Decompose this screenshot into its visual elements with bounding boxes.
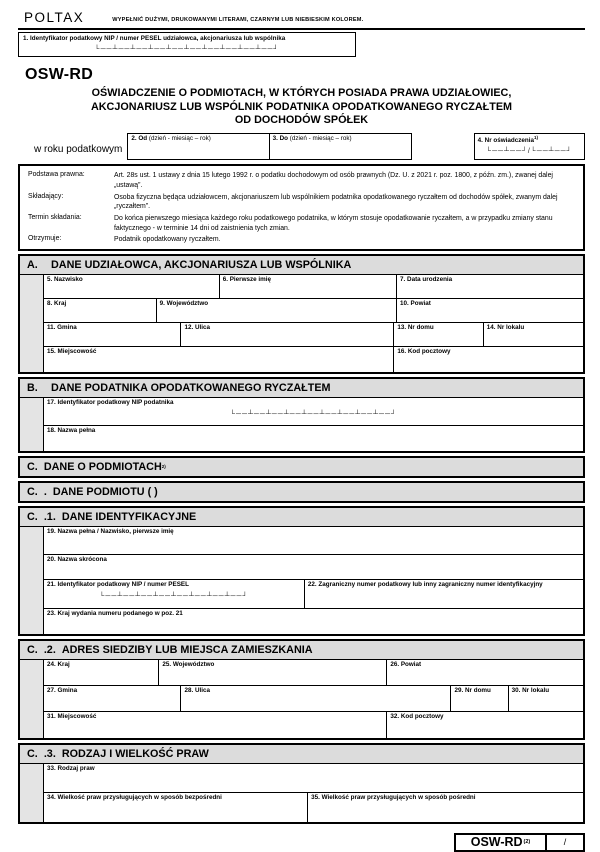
field-4-statement-number[interactable] (474, 133, 585, 160)
legal-row-label: Termin składania: (28, 213, 82, 221)
nip-entry-line[interactable]: └──┴──┴──┴──┴──┴──┴──┴──┴──┘ (230, 410, 397, 418)
poltax-logo: POLTAX (24, 10, 85, 25)
legal-row-label: Składający: (28, 192, 64, 200)
form-code-box (454, 833, 585, 852)
field-32-kod-pocztowy[interactable]: 32. Kod pocztowy (387, 712, 583, 738)
footnote-marker: 1) (534, 135, 539, 141)
field-33-rodzaj-praw[interactable]: 33. Rodzaj praw (44, 764, 583, 793)
section-number: .1. (43, 510, 56, 523)
legal-basis-box (18, 164, 585, 251)
section-title: RODZAJ I WIELKOŚĆ PRAW (61, 747, 209, 760)
section-c3 (18, 743, 585, 824)
section-c1-header (20, 508, 583, 526)
section-letter: C. (27, 460, 38, 473)
version-subscript: (2) (523, 839, 531, 846)
field-22-zagraniczny-numer[interactable]: 22. Zagraniczny numer podatkowy lub inny zagraniczny numer identyfikacyjny (305, 580, 583, 609)
section-c1 (18, 506, 585, 636)
field-14-nr-lokalu[interactable]: 14. Nr lokalu (484, 323, 583, 347)
nip-entry-line[interactable]: └──┴──┴──┴──┴──┴──┴──┴──┘ (99, 592, 249, 600)
section-letter: C. (27, 643, 38, 656)
legal-row-label: Otrzymuje: (28, 235, 62, 243)
field-6-pierwsze-imie[interactable]: 6. Pierwsze imię (220, 275, 397, 299)
section-gutter (20, 764, 44, 822)
field-label: 4. Nr oświadczenia (477, 137, 534, 145)
field-26-powiat[interactable]: 26. Powiat (387, 660, 583, 686)
section-letter: A. (27, 258, 38, 271)
legal-row-text: Art. 28s ust. 1 ustawy z dnia 15 lutego 1992 r. o podatku dochodowym od osób prawnych (Dz. U. z 2021 r. poz. 1800, z późn. zm.), zwanej dalej „ustawą”. (114, 172, 553, 189)
field-34-wielkosc-praw-bezposrednich[interactable]: 34. Wielkość praw przysługujących w sposób bezpośredni (44, 793, 308, 822)
legal-row-label: Podstawa prawna: (28, 171, 85, 179)
section-b-header (20, 379, 583, 397)
field-29-nr-domu[interactable]: 29. Nr domu (451, 686, 508, 712)
section-title: DANE UDZIAŁOWCA, AKCJONARIUSZA LUB WSPÓLNIKA (51, 258, 352, 271)
section-gutter (20, 660, 44, 738)
title-line-1: OŚWIADCZENIE O PODMIOTACH, W KTÓRYCH POSIADA PRAWA UDZIAŁOWIEC, (91, 86, 512, 99)
legal-row-text: Podatnik opodatkowany ryczałtem. (114, 236, 221, 244)
legal-row (20, 171, 583, 190)
field-label: 2. Od (131, 135, 148, 143)
field-27-gmina[interactable]: 27. Gmina (44, 686, 181, 712)
field-17-nip-podatnika[interactable]: 17. Identyfikator podatkowy NIP podatnika └──┴──┴──┴──┴──┴──┴──┴──┴──┘ (44, 398, 583, 426)
field-8-kraj[interactable]: 8. Kraj (44, 299, 157, 323)
field-9-wojewodztwo[interactable]: 9. Województwo (157, 299, 397, 323)
tax-year-row (18, 133, 585, 160)
section-title: DANE PODMIOTU ( ) (52, 485, 158, 498)
field-7-data-urodzenia[interactable]: 7. Data urodzenia (397, 275, 583, 299)
field-21-nip-pesel[interactable]: 21. Identyfikator podatkowy NIP / numer PESEL └──┴──┴──┴──┴──┴──┴──┴──┘ (44, 580, 305, 609)
statement-number-entry-line[interactable]: └──┴──┘/└──┴──┘ (486, 148, 573, 156)
section-title: DANE O PODMIOTACH (43, 460, 162, 473)
legal-row (20, 193, 583, 212)
field-13-nr-domu[interactable]: 13. Nr domu (394, 323, 483, 347)
section-c3-fields (20, 763, 583, 822)
section-a (18, 254, 585, 374)
form-title (18, 87, 585, 128)
field-11-gmina[interactable]: 11. Gmina (44, 323, 181, 347)
section-title: DANE PODATNIKA OPODATKOWANEGO RYCZAŁTEM (51, 381, 331, 394)
field-3-date-to[interactable] (270, 133, 412, 160)
legal-row-text: Osoba fizyczna będąca udziałowcem, akcjonariuszem lub wspólnikiem podatnika opodatkowanego ryczałtem od dochodów spółek, zwanym dalej „ryczałtem”. (114, 193, 558, 211)
section-gutter (20, 275, 44, 372)
top-bar (18, 8, 585, 30)
field-16-kod-pocztowy[interactable]: 16. Kod pocztowy (394, 347, 583, 372)
section-c-header (20, 458, 583, 476)
field-19-nazwa-pelna-nazwisko[interactable]: 19. Nazwa pełna / Nazwisko, pierwsze imię (44, 527, 583, 555)
title-line-3: OD DOCHODÓW SPÓŁEK (234, 114, 369, 127)
field-5-nazwisko[interactable]: 5. Nazwisko (44, 275, 220, 299)
field-20-nazwa-skrocona[interactable]: 20. Nazwa skrócona (44, 555, 583, 580)
field-15-miejscowosc[interactable]: 15. Miejscowość (44, 347, 394, 372)
section-letter: B. (27, 381, 38, 394)
section-c2 (18, 639, 585, 740)
section-gutter (20, 398, 44, 451)
section-letter: C. (27, 747, 38, 760)
section-b (18, 377, 585, 453)
field-23-kraj-wydania[interactable]: 23. Kraj wydania numeru podanego w poz. 21 (44, 609, 583, 634)
section-number: .2. (43, 643, 56, 656)
section-a-fields (20, 274, 583, 372)
field-1-nip-pesel[interactable] (18, 32, 356, 57)
field-label: 3. Do (272, 135, 288, 143)
legal-row-text: Do końca pierwszego miesiąca każdego roku podatkowego podatnika, w którym stosuje opodatkowanie ryczałtem, a w przypadku zmiany stanu faktycznego - w terminie 14 dni od zaistnienia tych zmian. (114, 214, 553, 232)
section-c-sub-header (20, 483, 583, 501)
section-letter: C. (27, 485, 38, 498)
field-12-ulica[interactable]: 12. Ulica (181, 323, 394, 347)
field-31-miejscowosc[interactable]: 31. Miejscowość (44, 712, 387, 738)
section-c (18, 456, 585, 478)
date-format-hint: (dzień - miesiąc – rok) (148, 135, 211, 143)
section-title: DANE IDENTYFIKACYJNE (61, 510, 197, 523)
field-2-date-from[interactable] (127, 133, 269, 160)
section-c1-fields (20, 526, 583, 634)
section-b-fields (20, 397, 583, 451)
section-c2-header (20, 641, 583, 659)
field-28-ulica[interactable]: 28. Ulica (181, 686, 451, 712)
section-a-header (20, 256, 583, 274)
legal-row (20, 235, 583, 245)
section-c3-header (20, 745, 583, 763)
footer-form-code: OSW-RD (2) (456, 835, 547, 850)
field-24-kraj[interactable]: 24. Kraj (44, 660, 159, 686)
field-18-nazwa-pelna[interactable]: 18. Nazwa pełna (44, 426, 583, 451)
section-letter: C. (27, 510, 38, 523)
fill-instruction: WYPEŁNIĆ DUŻYMI, DRUKOWANYMI LITERAMI, CZARNYM LUB NIEBIESKIM KOLOREM. (112, 17, 364, 23)
page-number-cell: / (563, 837, 567, 848)
section-number: .3. (43, 747, 56, 760)
date-format-hint: (dzień - miesiąc – rok) (289, 135, 352, 143)
field-30-nr-lokalu[interactable]: 30. Nr lokalu (509, 686, 583, 712)
section-title: ADRES SIEDZIBY LUB MIEJSCA ZAMIESZKANIA (61, 643, 313, 656)
field-10-powiat[interactable]: 10. Powiat (397, 299, 583, 323)
form-code: OSW-RD (25, 65, 94, 83)
field-35-wielkosc-praw-posrednich[interactable]: 35. Wielkość praw przysługujących w sposób pośredni (308, 793, 583, 822)
section-c2-fields (20, 659, 583, 738)
footnote-marker: 2) (161, 464, 166, 470)
legal-row (20, 214, 583, 233)
nip-entry-line[interactable]: └──┴──┴──┴──┴──┴──┴──┴──┴──┴──┘ (94, 45, 280, 53)
page-footer (18, 833, 585, 852)
title-line-2: AKCJONARIUSZ LUB WSPÓLNIK PODATNIKA OPODATKOWANEGO RYCZAŁTEM (90, 100, 513, 113)
tax-year-label: w roku podatkowym (34, 144, 123, 156)
section-gutter (20, 527, 44, 634)
section-number-blank: . (43, 485, 47, 498)
field-label: 1. Identyfikator podatkowy NIP / numer PESEL udziałowca, akcjonariusza lub wspólnika (23, 35, 286, 42)
section-c-sub (18, 481, 585, 503)
field-25-wojewodztwo[interactable]: 25. Województwo (159, 660, 387, 686)
